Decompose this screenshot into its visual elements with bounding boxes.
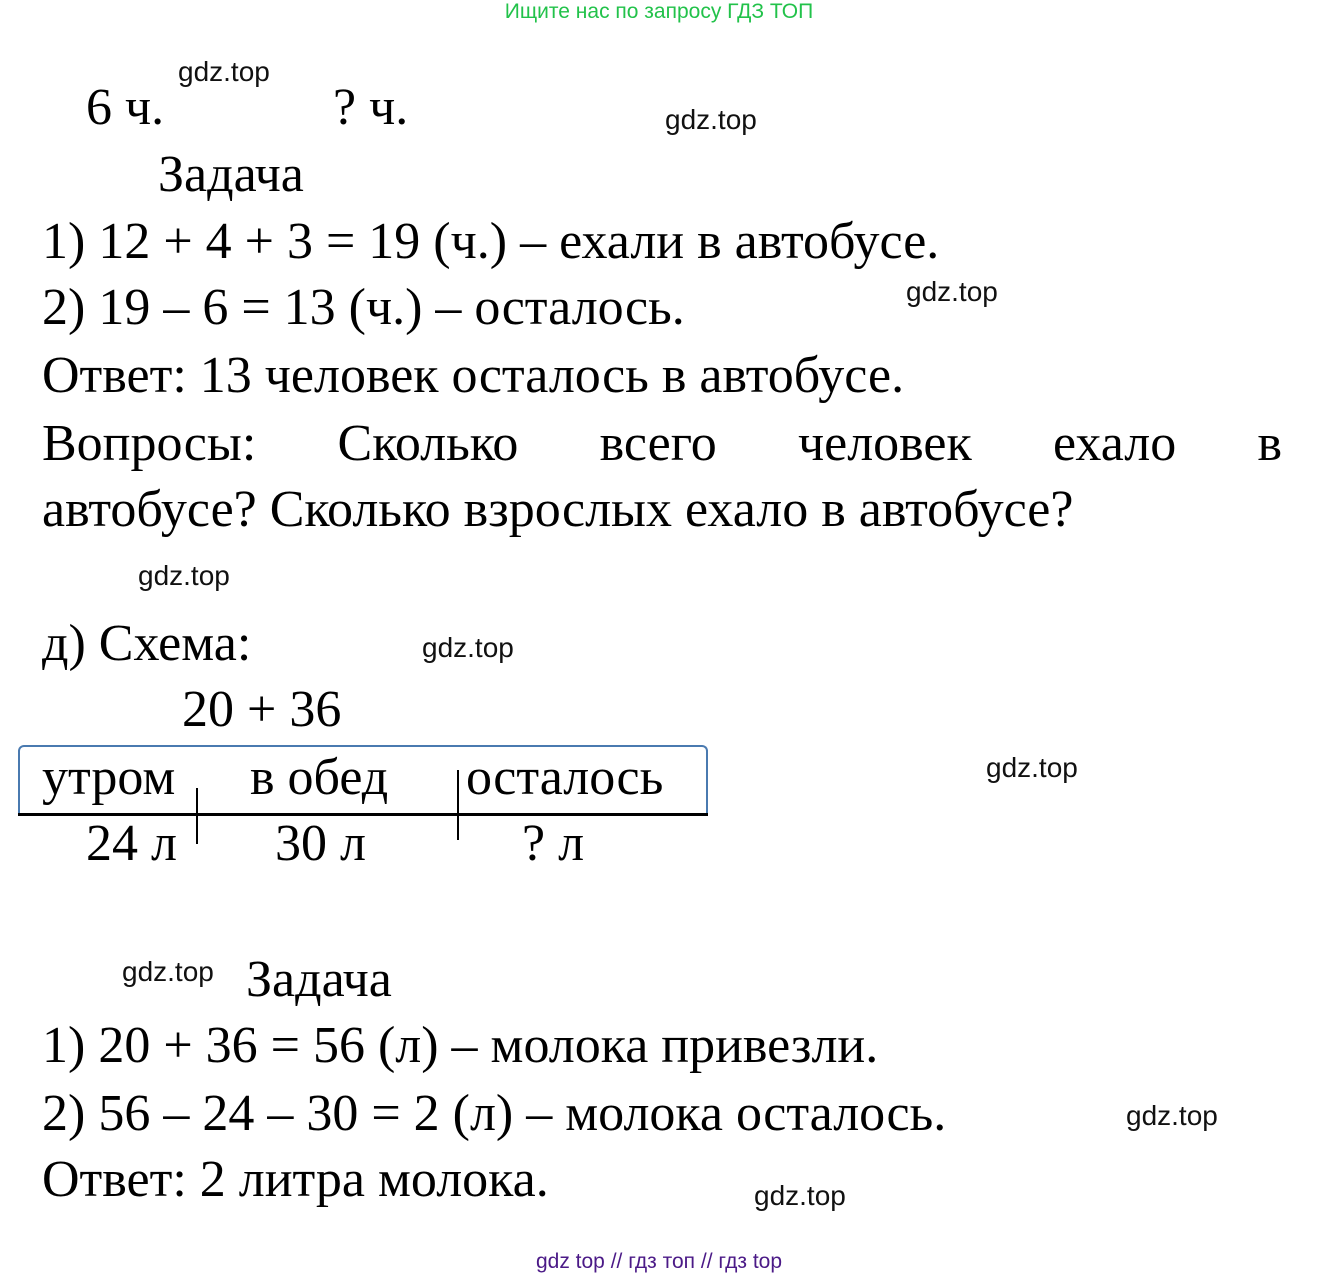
watermark: gdz.top [1126,1100,1218,1131]
step-c-2: 2) 19 – 6 = 13 (ч.) – осталось. [42,279,685,336]
watermark: gdz.top [422,632,514,663]
scheme-label-6: 6 ч. [86,79,165,136]
q-word: ехало [1053,415,1177,472]
step-c-1: 1) 12 + 4 + 3 = 19 (ч.) – ехали в автобусе. [42,213,940,270]
q-word: всего [599,415,717,472]
watermark: gdz.top [665,104,757,135]
step-d-1: 1) 20 + 36 = 56 (л) – молока привезли. [42,1017,879,1074]
segment-bottom-lunch: 30 л [275,815,366,872]
q-word: Сколько [337,415,519,472]
footer-links: gdz top // гдз топ // гдз top [535,1250,783,1273]
answer-d: Ответ: 2 литра молока. [42,1151,549,1208]
task-heading-c: Задача [158,146,304,203]
scheme-heading-d: д) Схема: [42,615,252,672]
segment-bottom-remaining: ? л [522,815,585,872]
watermark: gdz.top [178,56,270,87]
questions-line-2: автобусе? Сколько взрослых ехало в автобусе? [42,481,1074,538]
watermark: gdz.top [754,1180,846,1211]
watermark: gdz.top [138,560,230,591]
task-heading-d: Задача [246,951,392,1008]
watermark: gdz.top [906,276,998,307]
segment-top-remaining: осталось [466,749,664,806]
q-word: в [1257,415,1282,472]
q-word: человек [797,415,972,472]
segment-divider-2 [457,770,459,840]
step-d-2: 2) 56 – 24 – 30 = 2 (л) – молока осталось. [42,1085,947,1142]
segment-bottom-morning: 24 л [86,815,177,872]
watermark: gdz.top [986,752,1078,783]
answer-c: Ответ: 13 человек осталось в автобусе. [42,347,905,404]
segment-top-morning: утром [42,749,176,806]
segment-top-lunch: в обед [250,749,389,806]
top-banner: Ищите нас по запросу ГДЗ ТОП [504,0,814,23]
sum-label: 20 + 36 [182,681,342,738]
scheme-label-unknown: ? ч. [333,79,409,136]
segment-divider-1 [196,788,198,844]
q-word: Вопросы: [42,415,257,472]
questions-line-1 [42,414,1282,474]
watermark: gdz.top [122,956,214,987]
